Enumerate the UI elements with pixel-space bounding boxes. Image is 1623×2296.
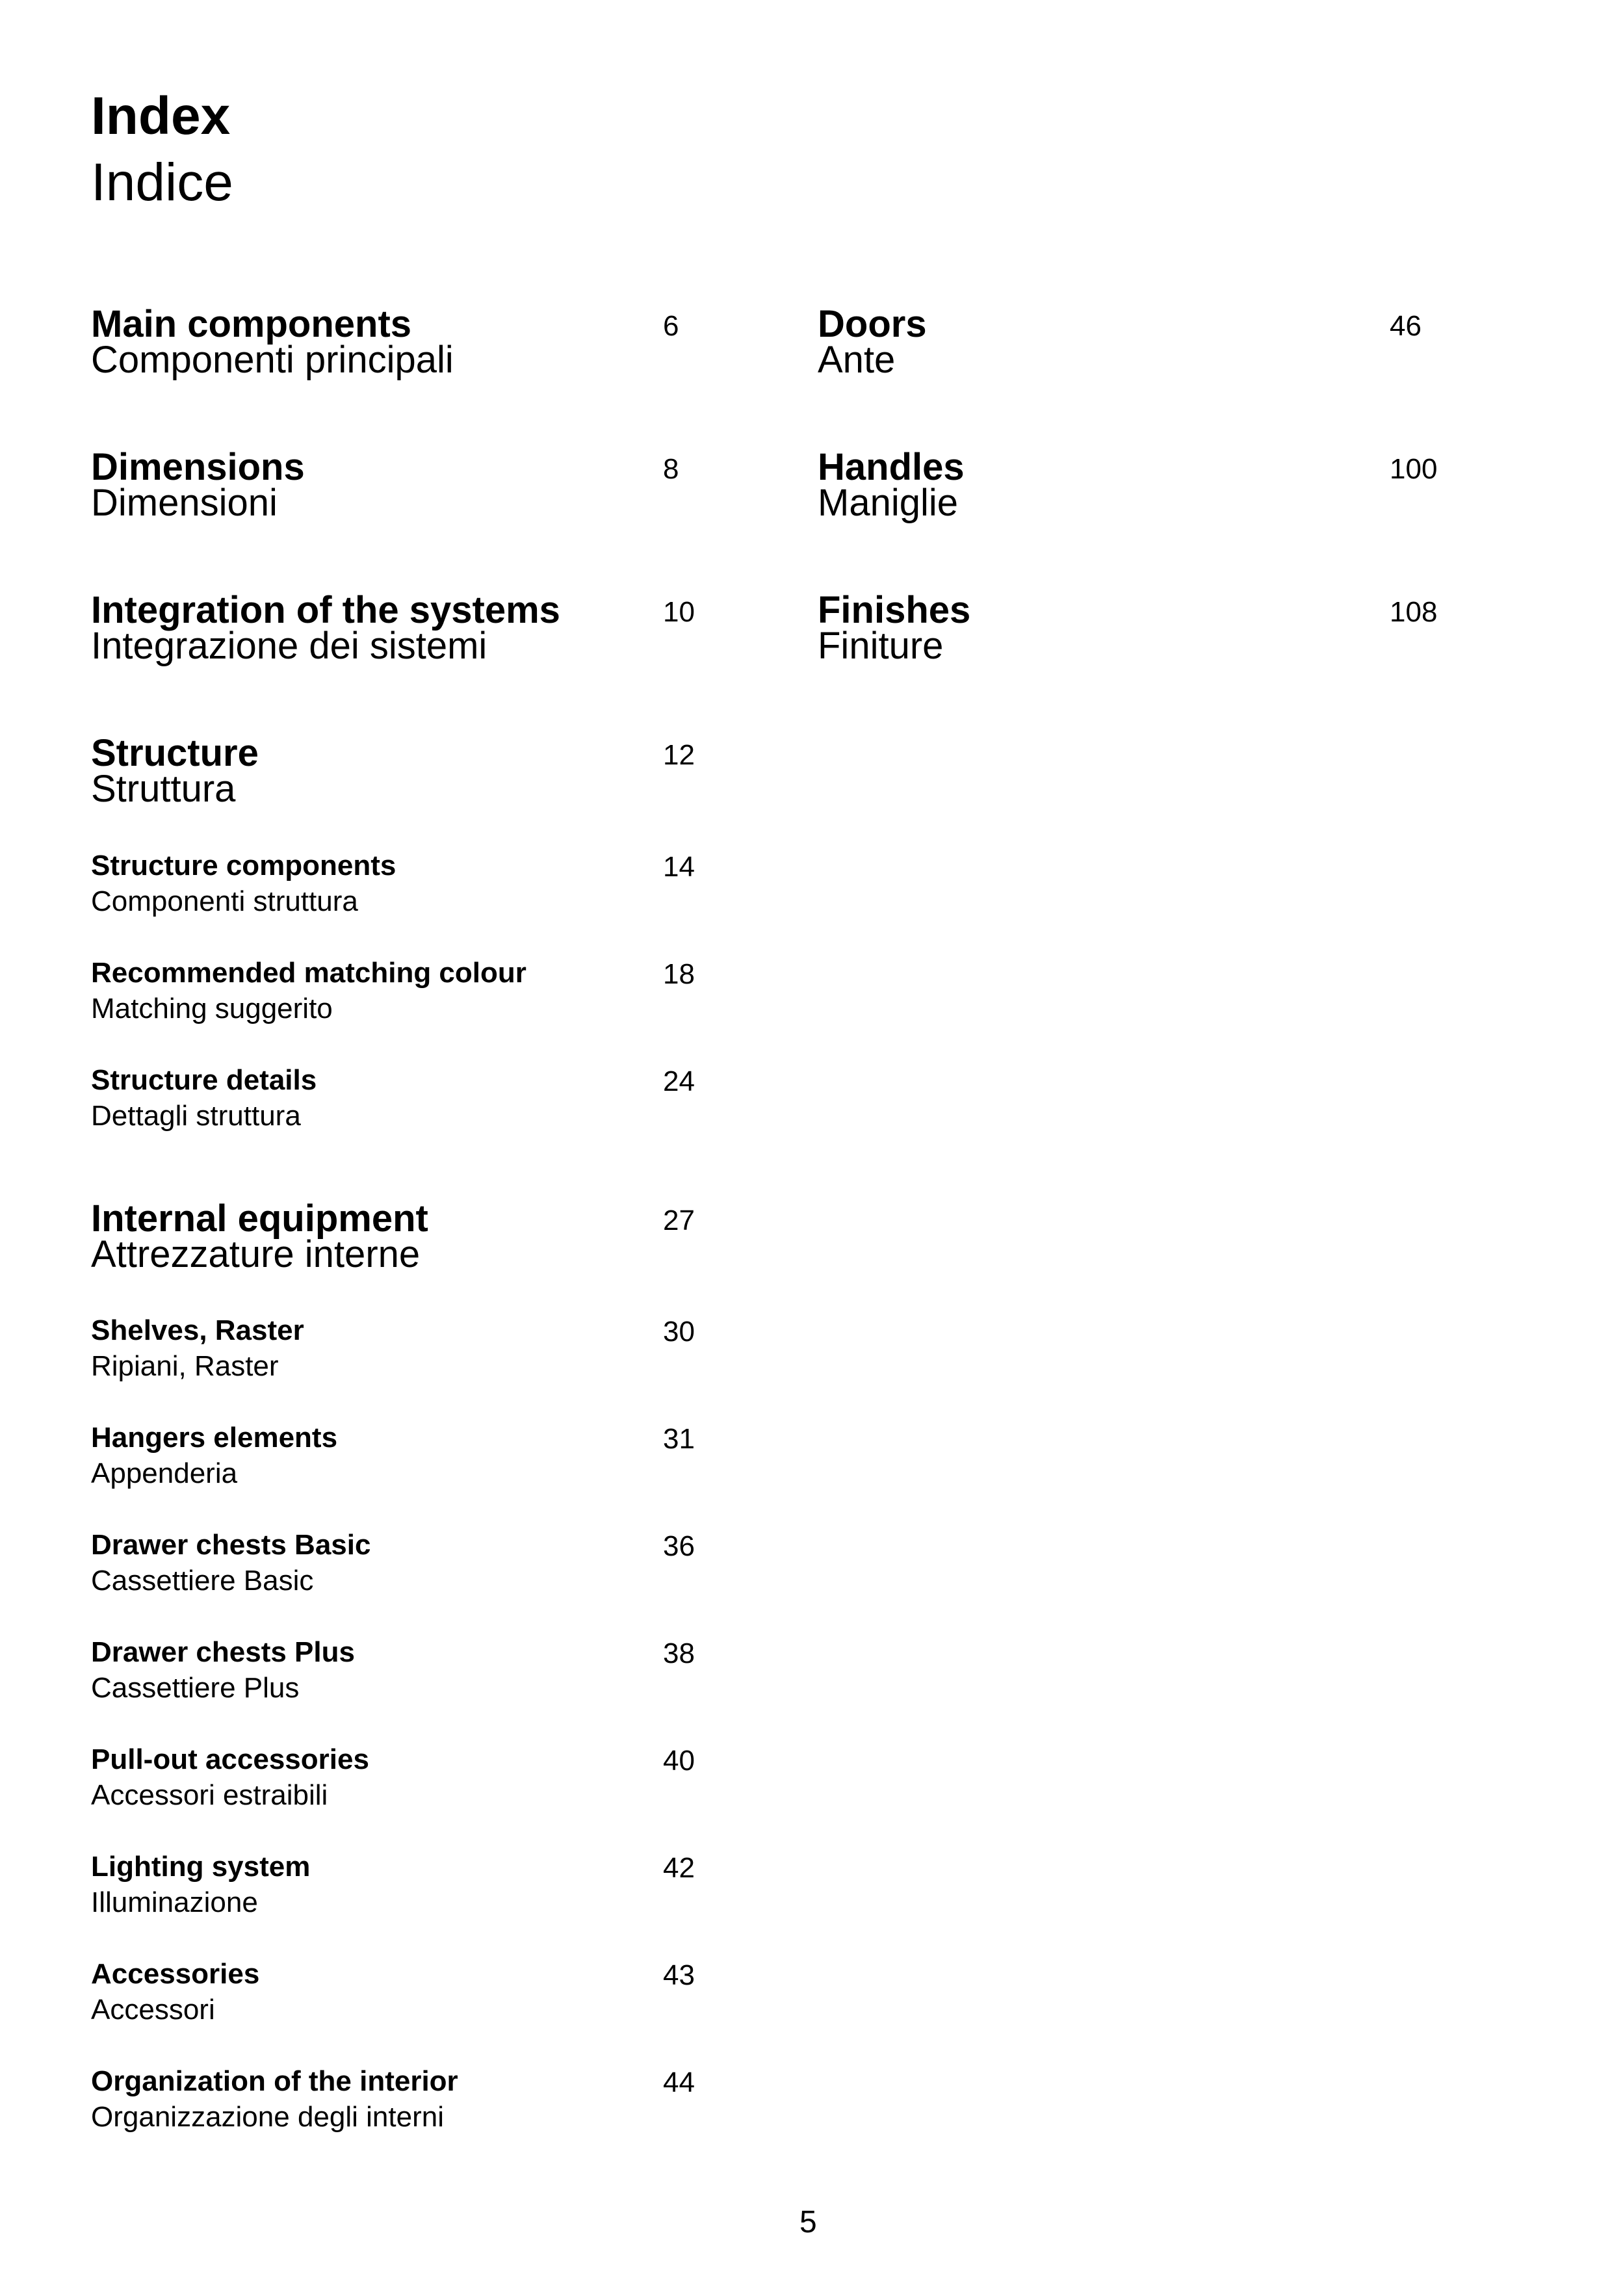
entry-title-it: Integrazione dei sistemi — [91, 625, 487, 667]
entry-title-en: Pull-out accessories — [91, 1743, 369, 1775]
entry-title-it: Ripiani, Raster — [91, 1350, 279, 1382]
entry-title-it: Illuminazione — [91, 1886, 258, 1918]
entry-title-it: Ante — [818, 339, 896, 381]
entry-title-it: Dettagli struttura — [91, 1100, 301, 1132]
entry-title-en: Internal equipment — [91, 1197, 428, 1240]
entry-page-number: 31 — [663, 1423, 695, 1455]
entry-title-it: Cassettiere Basic — [91, 1565, 314, 1597]
page-title: Index — [91, 86, 231, 146]
entry-page-number: 42 — [663, 1852, 695, 1884]
entry-page-number: 30 — [663, 1316, 695, 1348]
entry-title-it: Appenderia — [91, 1457, 238, 1489]
entry-title-en: Main components — [91, 303, 412, 345]
entry-page-number: 6 — [663, 310, 679, 342]
entry-title-it: Dimensioni — [91, 482, 278, 524]
entry-page-number: 43 — [663, 1959, 695, 1991]
entry-title-en: Finishes — [818, 589, 971, 631]
footer-page-number: 5 — [799, 2205, 817, 2239]
entry-title-it: Struttura — [91, 768, 236, 810]
entry-title-it: Componenti struttura — [91, 885, 358, 917]
entry-title-en: Shelves, Raster — [91, 1314, 304, 1346]
entry-title-it: Accessori — [91, 1994, 215, 2026]
entry-title-it: Componenti principali — [91, 339, 454, 381]
entry-title-en: Recommended matching colour — [91, 957, 526, 989]
entry-page-number: 24 — [663, 1065, 695, 1097]
entry-page-number: 36 — [663, 1530, 695, 1562]
entry-title-en: Dimensions — [91, 446, 305, 488]
entry-title-it: Maniglie — [818, 482, 958, 524]
entry-title-it: Attrezzature interne — [91, 1233, 421, 1275]
page-subtitle: Indice — [91, 153, 233, 212]
entry-title-en: Structure details — [91, 1064, 317, 1096]
entry-title-it: Finiture — [818, 625, 944, 667]
entry-page-number: 18 — [663, 958, 695, 990]
entry-title-en: Lighting system — [91, 1851, 311, 1883]
entry-title-en: Structure components — [91, 850, 396, 881]
entry-page-number: 8 — [663, 453, 679, 485]
entry-title-en: Drawer chests Basic — [91, 1529, 371, 1561]
entry-page-number: 100 — [1390, 453, 1438, 485]
entry-page-number: 40 — [663, 1745, 695, 1777]
entry-page-number: 27 — [663, 1205, 695, 1236]
entry-page-number: 10 — [663, 596, 695, 628]
entry-page-number: 46 — [1390, 310, 1422, 342]
entry-title-en: Accessories — [91, 1958, 260, 1990]
entry-page-number: 12 — [663, 739, 695, 771]
entry-page-number: 38 — [663, 1637, 695, 1669]
entry-title-en: Handles — [818, 446, 965, 488]
entry-title-it: Cassettiere Plus — [91, 1672, 300, 1704]
entry-title-en: Organization of the interior — [91, 2065, 458, 2097]
entry-title-en: Drawer chests Plus — [91, 1636, 355, 1668]
entry-page-number: 44 — [663, 2067, 695, 2098]
entry-title-it: Organizzazione degli interni — [91, 2101, 444, 2133]
entry-title-en: Doors — [818, 303, 927, 345]
entry-page-number: 108 — [1390, 596, 1438, 628]
entry-title-it: Matching suggerito — [91, 993, 333, 1024]
entry-title-en: Structure — [91, 732, 259, 774]
entry-page-number: 14 — [663, 851, 695, 883]
entry-title-it: Accessori estraibili — [91, 1779, 328, 1811]
entry-title-en: Hangers elements — [91, 1422, 338, 1454]
entry-title-en: Integration of the systems — [91, 589, 560, 631]
